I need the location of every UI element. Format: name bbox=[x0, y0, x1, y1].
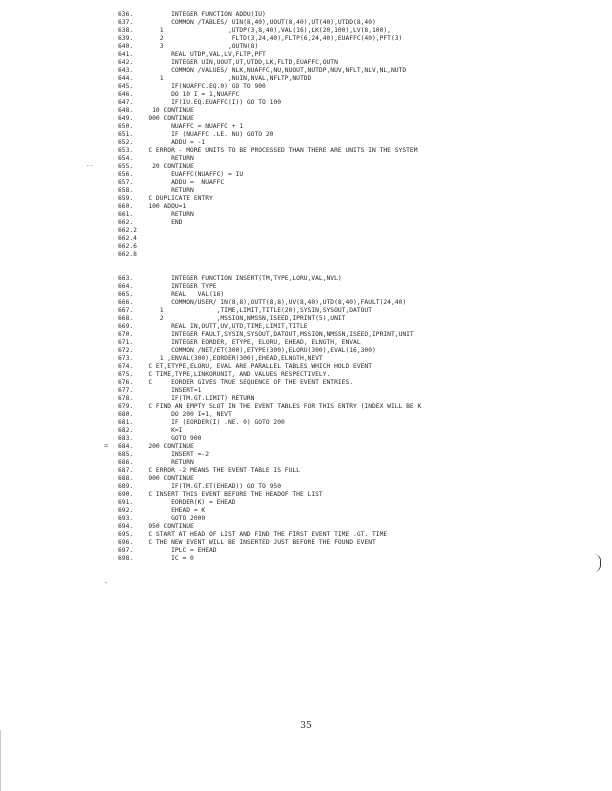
code-line: 662.2 bbox=[118, 227, 137, 234]
code-line: 666. COMMON/USER/ IN(8,8),OUTT(8,8),UV(8,40),UTD(8,40),FAULT(24,40) bbox=[118, 299, 407, 306]
code-line: 637. COMMON /TABLES/ UIN(8,40),UOUT(8,40),UT(40),UTDD(8,40) bbox=[118, 19, 376, 26]
blank-gap bbox=[118, 259, 608, 275]
code-line: 659. C DUPLICATE ENTRY bbox=[118, 195, 213, 202]
code-line: 636. INTEGER FUNCTION ADDU(IU) bbox=[118, 11, 266, 18]
code-line: 663. INTEGER FUNCTION INSERT(TM,TYPE,LORU,VAL,NVL) bbox=[118, 275, 342, 282]
code-line: 688. 900 CONTINUE bbox=[118, 475, 194, 482]
code-line: 684. 200 CONTINUE bbox=[118, 443, 194, 450]
code-line: 690. C INSERT THIS EVENT BEFORE THE HEADOF THE LIST bbox=[118, 491, 323, 498]
code-line: 694. 950 CONTINUE bbox=[118, 523, 194, 530]
code-line: 641. REAL UTDP,VAL,LV,FLTP,PFT bbox=[118, 51, 266, 58]
code-line: 662.6 bbox=[118, 243, 137, 250]
code-line: 676. C EORDER GIVES TRUE SEQUENCE OF THE EVENT ENTRIES. bbox=[118, 379, 354, 386]
code-line: 646. DO 10 I = 1,NUAFFC bbox=[118, 91, 240, 98]
page-number: 35 bbox=[300, 721, 312, 731]
code-line: 644. 1 ,NUIN,NVAL,NFLTP,NUTDD bbox=[118, 75, 312, 82]
code-line: 651. IF (NUAFFC .LE. NU) GOTO 20 bbox=[118, 131, 274, 138]
code-line: 655. 20 CONTINUE bbox=[118, 163, 194, 170]
code-line: 670. INTEGER FAULT,SYSIN,SYSOUT,DATOUT,MSSION,NMSSN,ISEED,IPRINT,UNIT bbox=[118, 331, 414, 338]
code-line: 674. C ET,ETYPE,ELORU, EVAL ARE PARALLEL TABLES WHICH HOLD EVENT bbox=[118, 363, 373, 370]
code-line: 692. EHEAD = K bbox=[118, 507, 206, 514]
code-line: 681. IF (EORDER(I) .NE. 0) GOTO 200 bbox=[118, 419, 285, 426]
code-line: 691. EORDER(K) = EHEAD bbox=[118, 499, 236, 506]
code-line: 697. IPLC = EHEAD bbox=[118, 547, 217, 554]
margin-mark: = bbox=[104, 442, 109, 450]
code-line: 653. C ERROR - MORE UNITS TO BE PROCESSED THAN THERE ARE UNITS IN THE SYSTEM bbox=[118, 147, 418, 154]
code-line: 696. C THE NEW EVENT WILL BE INSERTED JUST BEFORE THE FOUND EVENT bbox=[118, 539, 376, 546]
code-line: 695. C START AT HEAD OF LIST AND FIND THE FIRST EVENT TIME .GT. TIME bbox=[118, 531, 388, 538]
code-line: 642. INTEGER UIN,UOUT,UT,UTDD,LK,FLTD,EUAFFC,OUTN bbox=[118, 59, 338, 66]
code-line: 682. K=I bbox=[118, 427, 183, 434]
code-line: 687. C ERROR -2 MEANS THE EVENT TABLE IS FULL bbox=[118, 467, 300, 474]
code-line: 680. DO 200 I=1, NEVT bbox=[118, 411, 232, 418]
code-line: 658. RETURN bbox=[118, 187, 194, 194]
code-line: 675. C TIME,TYPE,LINKORUNIT, AND VALUES RESPECTIVELY. bbox=[118, 371, 331, 378]
code-line: 662.8 bbox=[118, 251, 137, 258]
code-line: 679. C FIND AN EMPTY SLOT IN THE EVENT TABLES FOR THIS ENTRY (INDEX WILL BE K bbox=[118, 403, 422, 410]
code-line: 639. 2 FLTD(3,24,40),FLTP(6,24,40),EUAFFC(40),PFT(3) bbox=[118, 35, 403, 42]
code-line: 665. REAL VAL(16) bbox=[118, 291, 225, 298]
code-line: 678. IF(TM.GT.LIMIT) RETURN bbox=[118, 395, 255, 402]
code-line: 643. COMMON /VALUES/ NLK,NUAFFC,NU,NUOUT,NUTDP,NUV,NFLT,NLV,NL,NUTD bbox=[118, 67, 407, 74]
code-line: 668. 2 ,MSSION,NMSSN,ISEED,IPRINT(5),UNIT bbox=[118, 315, 346, 322]
code-line: 660. 100 ADDU=1 bbox=[118, 203, 187, 210]
code-line: 686. RETURN bbox=[118, 459, 194, 466]
code-line: 669. REAL IN,OUTT,UV,UTD,TIME,LIMIT,TITLE bbox=[118, 323, 308, 330]
code-line: 698. IC = 0 bbox=[118, 555, 194, 562]
code-line: 647. IF(IU.EQ.EUAFFC(I)) GO TO 100 bbox=[118, 99, 282, 106]
margin-mark: -- bbox=[86, 162, 94, 169]
code-line: 671. INTEGER EORDER, ETYPE, ELORU, EHEAD, ELNGTH, ENVAL bbox=[118, 339, 361, 346]
code-line: 652. ADDU = -1 bbox=[118, 139, 206, 146]
code-line: 657. ADDU = NUAFFC bbox=[118, 179, 225, 186]
code-line: 664. INTEGER TYPE bbox=[118, 283, 217, 290]
code-line: 656. EUAFFC(NUAFFC) = IU bbox=[118, 171, 244, 178]
code-line: 662.4 bbox=[118, 235, 137, 242]
code-line: 689. IF(TM.GT.ET(EHEAD)) GO TO 950 bbox=[118, 483, 282, 490]
code-line: 683. GOTO 900 bbox=[118, 435, 202, 442]
code-line: 645. IF(NUAFFC.EQ.0) GO TO 900 bbox=[118, 83, 266, 90]
margin-mark: - bbox=[104, 579, 109, 587]
code-line: 677. INSERT=1 bbox=[118, 387, 202, 394]
code-line: 661. RETURN bbox=[118, 211, 194, 218]
code-line: 654. RETURN bbox=[118, 155, 194, 162]
page-edge bbox=[0, 730, 1, 791]
code-line: 638. 1 ,UTDP(3,8,40),VAL(16),LK(20,100),LV(8,100), bbox=[118, 27, 391, 34]
code-line: 685. INSERT =-2 bbox=[118, 451, 209, 458]
code-line: 672. COMMON /NET/ET(300),ETYPE(300),ELORU(300),EVAL(16,300) bbox=[118, 347, 376, 354]
code-line: 650. NUAFFC = NUAFFC + 1 bbox=[118, 123, 244, 130]
code-line: 667. 1 ,TIME,LIMIT,TITLE(20),SYSIN,SYSOUT,DATOUT bbox=[118, 307, 373, 314]
handwritten-brace bbox=[594, 554, 601, 572]
code-listing bbox=[118, 11, 608, 563]
code-line: 648. 10 CONTINUE bbox=[118, 107, 194, 114]
code-line: 673. 1 ,ENVAL(300),EORDER(300),EHEAD,ELNGTH,NEVT bbox=[118, 355, 323, 362]
code-line: 662. END bbox=[118, 219, 183, 226]
code-line: 649. 900 CONTINUE bbox=[118, 115, 194, 122]
code-line: 693. GOTO 2000 bbox=[118, 515, 206, 522]
code-line: 640. 3 ,OUTN(8) bbox=[118, 43, 259, 50]
